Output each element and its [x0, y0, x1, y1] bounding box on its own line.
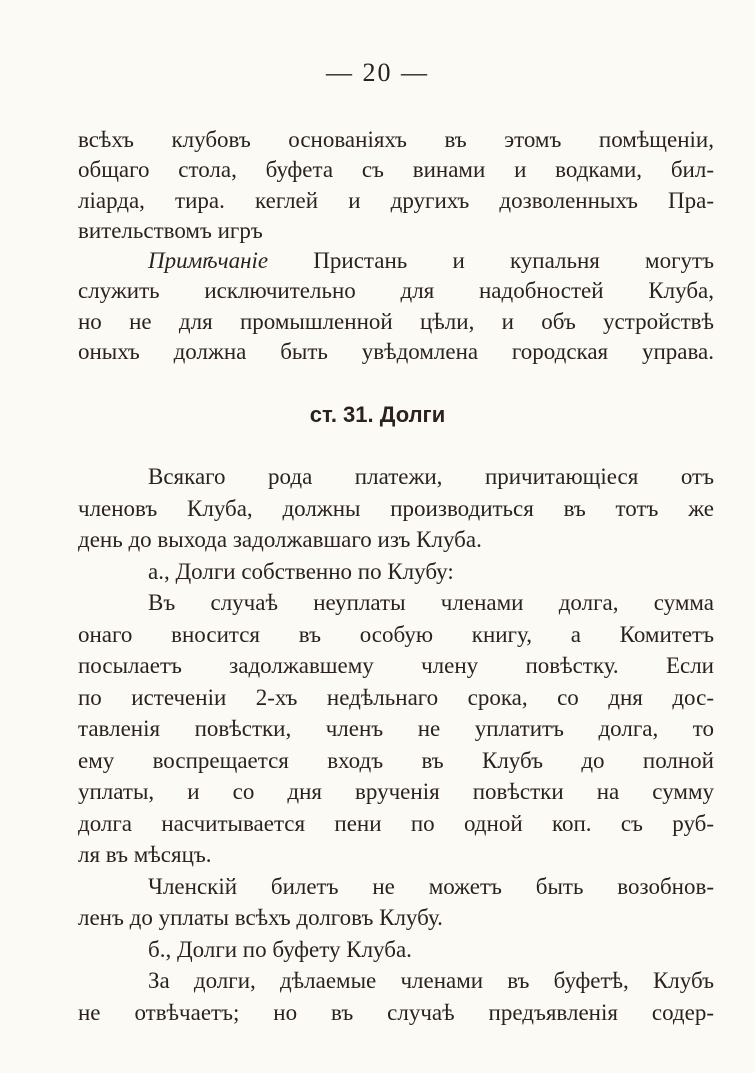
text-line [78, 808, 714, 840]
line-text: тавленія повѣстки, членъ не уплатитъ долга, то [78, 716, 714, 741]
line-text: а., Долги собственно по Клубу: [148, 558, 454, 584]
text-line [78, 307, 714, 337]
section-heading: ст. 31. Долги [309, 402, 446, 427]
line-text: ему воспрещается входъ въ Клубъ до полной [78, 747, 714, 773]
line-text: членовъ Клуба, должны производиться въ тотъ же [78, 495, 714, 521]
text-line [78, 461, 714, 493]
text-line [78, 556, 714, 588]
line-text: всѣхъ клубовъ основаніяхъ въ этомъ помѣщеніи, [78, 127, 714, 152]
text-line [78, 997, 714, 1029]
line-text: вительствомъ игръ [78, 217, 263, 243]
line-text: но не для промышленной цѣли, и объ устройствѣ [78, 308, 714, 334]
text-line [78, 650, 714, 682]
text-line [78, 871, 714, 903]
line-text: ля въ мѣсяцъ. [78, 842, 212, 867]
line-text: Членскій билетъ не можетъ быть возобнов- [148, 873, 714, 899]
text-line [78, 965, 714, 997]
line-text: Всякаго рода платежи, причитающіеся отъ [148, 464, 714, 489]
line-text: день до выхода задолжавшаго изъ Клуба. [78, 527, 482, 552]
text-line [78, 524, 714, 556]
page-number: — 20 — [326, 58, 429, 87]
text-line [78, 745, 714, 777]
text-line [78, 246, 714, 276]
text-line [78, 276, 714, 306]
text-line [78, 186, 714, 216]
text-line [78, 125, 714, 155]
note-label: Примѣчаніе [148, 248, 269, 274]
line-text: За долги, дѣлаемые членами въ буфетѣ, Клубъ [148, 968, 714, 993]
text-block-paragraph-1 [78, 125, 714, 367]
line-text: ленъ до уплаты всѣхъ долговъ Клубу. [78, 905, 443, 930]
line-text: б., Долги по буфету Клуба. [148, 936, 412, 962]
line-text: общаго стола, буфета съ винами и водками, бил- [78, 157, 714, 183]
line-text: уплаты, и со дня врученія повѣстки на сумму [78, 779, 714, 804]
text-line [78, 839, 714, 871]
line-text: оныхъ должна быть увѣдомлена городская управа. [78, 339, 714, 365]
text-line [78, 155, 714, 185]
line-text: онаго вносится въ особую книгу, а Комитетъ [78, 621, 714, 647]
text-line [78, 934, 714, 966]
text-line [78, 713, 714, 745]
text-line [78, 216, 714, 246]
text-line [78, 587, 714, 619]
text-line [78, 776, 714, 808]
line-text: по истеченіи 2-хъ недѣльнаго срока, со дня дос- [78, 684, 714, 710]
text-line [78, 682, 714, 714]
line-text: не отвѣчаетъ; но въ случаѣ предъявленія содер- [78, 999, 714, 1025]
line-text: ліарда, тира. кеглей и другихъ дозволенныхъ Пра- [78, 187, 714, 213]
text-line [78, 619, 714, 651]
line-text: посылаетъ задолжавшему члену повѣстку. Если [78, 653, 714, 678]
text-block-article-31 [78, 461, 714, 1028]
line-text: служить исключительно для надобностей Клуба, [78, 278, 714, 304]
line-text: Пристань и купальня могутъ [268, 248, 714, 274]
text-line [78, 337, 714, 367]
line-text: долга насчитывается пени по одной коп. съ руб- [78, 810, 714, 836]
line-text: Въ случаѣ неуплаты членами долга, сумма [148, 590, 714, 615]
text-line [78, 902, 714, 934]
text-line [78, 493, 714, 525]
